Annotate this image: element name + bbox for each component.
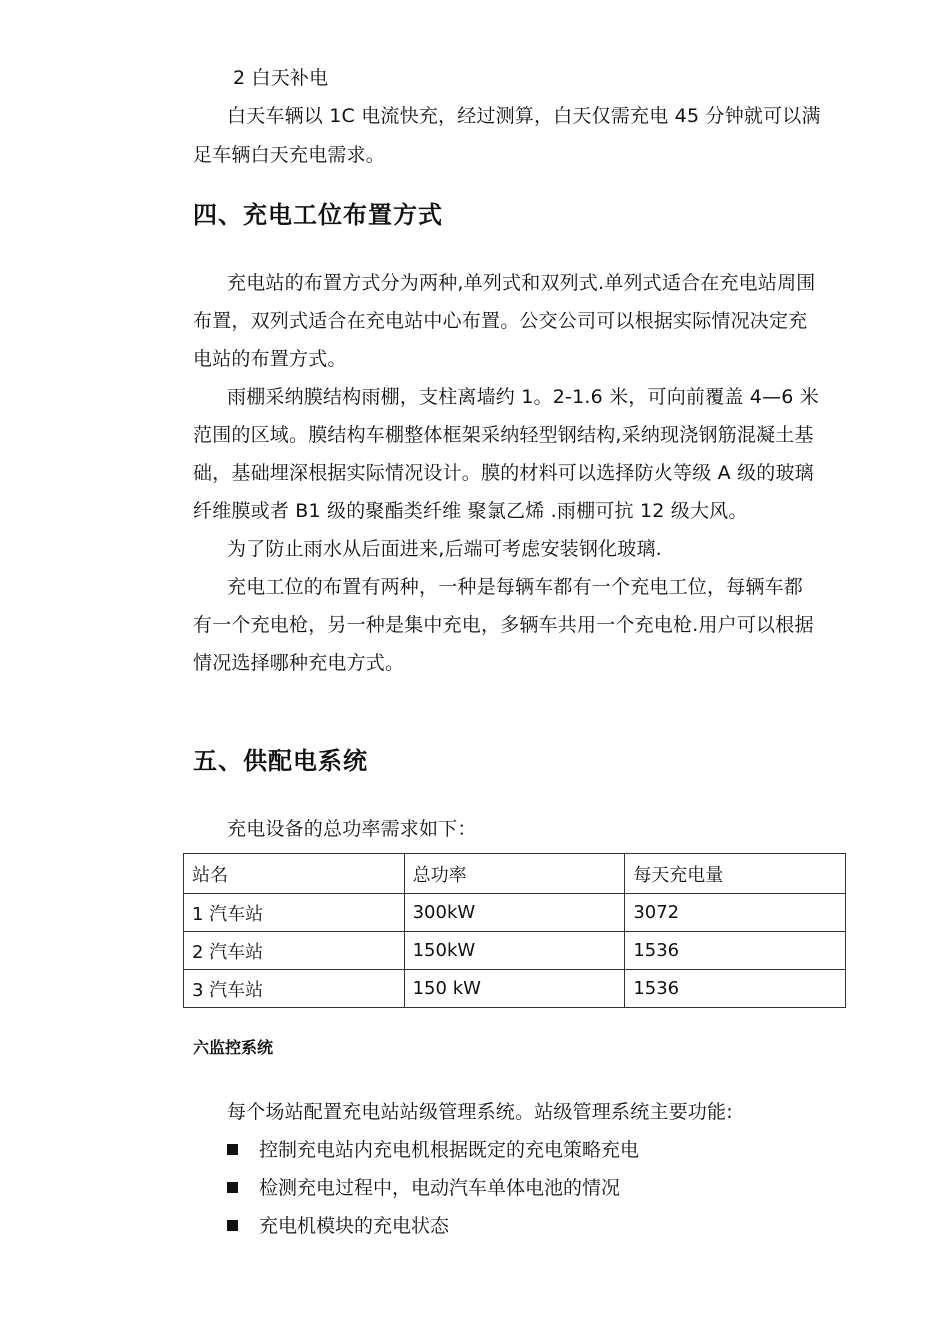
- table-header-cell: 总功率: [404, 854, 625, 894]
- list-item-text: 控制充电站内充电机根据既定的充电策略充电: [259, 1139, 640, 1161]
- table-cell: 1536: [625, 970, 846, 1008]
- square-bullet-icon: [227, 1144, 238, 1155]
- table-header-cell: 站名: [184, 854, 405, 894]
- list-item-text: 充电机模块的充电状态: [259, 1215, 450, 1237]
- list-item-text: 检测充电过程中，电动汽车单体电池的情况: [259, 1177, 621, 1199]
- paragraph-line: 电站的布置方式。: [193, 348, 347, 370]
- paragraph-line: 雨棚采纳膜结构雨棚，支柱离墙约 1。2-1.6 米，可向前覆盖 4—6 米: [227, 386, 819, 408]
- table-row: [184, 894, 846, 932]
- paragraph-line: 情况选择哪种充电方式。: [193, 652, 405, 674]
- table-header-row: [184, 854, 846, 894]
- table-header-cell: 每天充电量: [625, 854, 846, 894]
- table-cell: 150 kW: [404, 970, 625, 1008]
- list-item: [227, 1175, 620, 1201]
- paragraph-line: 每个场站配置充电站站级管理系统。站级管理系统主要功能:: [227, 1101, 733, 1123]
- table-row: [184, 932, 846, 970]
- list-item: [227, 1137, 639, 1163]
- section-heading-5: 五、供配电系统: [193, 747, 368, 775]
- table-cell: 1536: [625, 932, 846, 970]
- paragraph-line: 布置，双列式适合在充电站中心布置。公交公司可以根据实际情况决定充: [193, 310, 808, 332]
- paragraph-line: 纤维膜或者 B1 级的聚酯类纤维 聚氯乙烯 .雨棚可抗 12 级大风。: [193, 500, 748, 522]
- table-intro: 充电设备的总功率需求如下：: [227, 818, 477, 840]
- paragraph-line: 为了防止雨水从后面进来,后端可考虑安装钢化玻璃.: [227, 538, 662, 560]
- subheading-daytime-charging: 2 白天补电: [233, 67, 329, 89]
- paragraph-line: 础，基础埋深根据实际情况设计。膜的材料可以选择防火等级 A 级的玻璃: [193, 462, 814, 484]
- section-heading-6: 六监控系统: [193, 1038, 274, 1057]
- table-row: [184, 970, 846, 1008]
- paragraph-line: 有一个充电枪，另一种是集中充电，多辆车共用一个充电枪.用户可以根据: [193, 614, 814, 636]
- paragraph-line: 范围的区域。膜结构车棚整体框架采纳轻型钢结构,采纳现浇钢筋混凝土基: [193, 424, 814, 446]
- list-item: [227, 1213, 449, 1239]
- table-cell: 3 汽车站: [184, 970, 405, 1008]
- table-cell: 150kW: [404, 932, 625, 970]
- square-bullet-icon: [227, 1182, 238, 1193]
- paragraph-line: 充电工位的布置有两种，一种是每辆车都有一个充电工位，每辆车都: [227, 576, 804, 598]
- table-cell: 3072: [625, 894, 846, 932]
- table-cell: 2 汽车站: [184, 932, 405, 970]
- table-cell: 1 汽车站: [184, 894, 405, 932]
- paragraph-line: 充电站的布置方式分为两种,单列式和双列式.单列式适合在充电站周围: [227, 272, 816, 294]
- power-demand-table: [183, 853, 846, 1008]
- table-cell: 300kW: [404, 894, 625, 932]
- paragraph-line: 足车辆白天充电需求。: [193, 144, 386, 166]
- square-bullet-icon: [227, 1220, 238, 1231]
- paragraph-line: 白天车辆以 1C 电流快充，经过测算，白天仅需充电 45 分钟就可以满: [227, 105, 821, 127]
- section-heading-4: 四、充电工位布置方式: [193, 201, 443, 229]
